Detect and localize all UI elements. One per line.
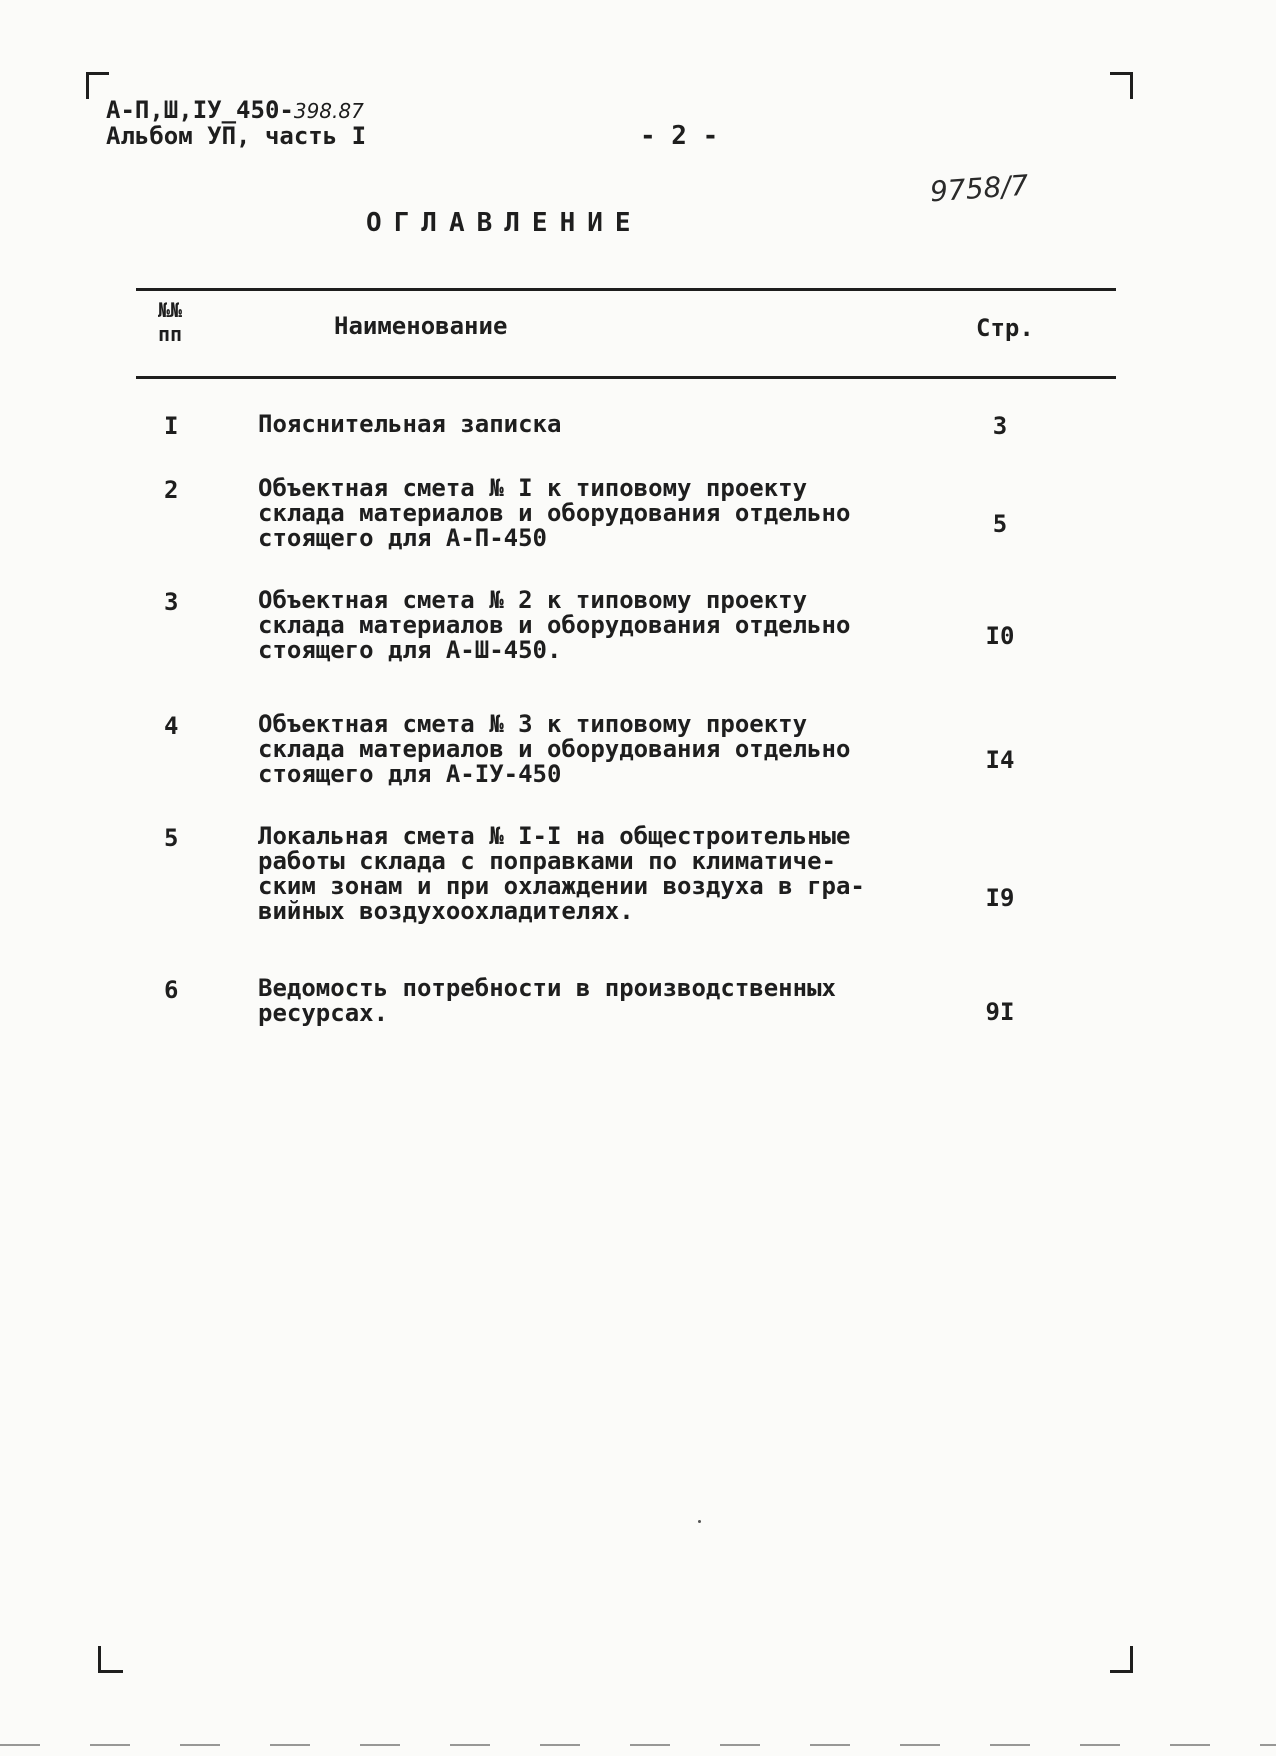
corner-mark-top-left	[86, 72, 109, 99]
corner-mark-top-right	[1110, 72, 1133, 99]
table-top-rule	[136, 288, 1116, 291]
corner-mark-bottom-left	[98, 1646, 123, 1673]
row-page: 5	[992, 510, 1008, 538]
table-header-rule	[136, 376, 1116, 379]
row-name: Объектная смета № I к типовому проекту склада материалов и оборудования отдельно стоящего для А-П-450	[258, 474, 851, 552]
row-number: 3	[164, 588, 179, 616]
page-number: - 2 -	[640, 121, 719, 151]
row-page: I0	[985, 622, 1015, 650]
row-page: 9I	[985, 998, 1015, 1026]
row-number: 6	[164, 976, 179, 1004]
row-name: Пояснительная записка	[258, 410, 562, 438]
row-page: I4	[985, 746, 1015, 774]
row-number: I	[164, 412, 179, 440]
scan-edge-marks	[0, 1744, 1276, 1746]
document-code	[106, 96, 364, 125]
album-part: Альбом УП, часть I	[106, 122, 367, 150]
scan-speck	[698, 1520, 701, 1523]
row-page: 3	[992, 412, 1008, 440]
row-name: Объектная смета № 3 к типовому проекту склада материалов и оборудования отдельно стоящего для А-IУ-450	[258, 710, 851, 788]
page-title: ОГЛАВЛЕНИЕ	[366, 208, 643, 238]
column-header-number: №№ пп	[157, 298, 183, 346]
row-number: 4	[164, 712, 179, 740]
corner-mark-bottom-right	[1110, 1646, 1133, 1673]
row-name: Ведомость потребности в производственных ресурсах.	[258, 974, 836, 1027]
inventory-number: 9758/7	[928, 168, 1030, 209]
column-header-page: Стр.	[976, 314, 1034, 342]
document-code-typed: А-П,Ш,IУ_450-	[106, 96, 294, 124]
document-code-handwritten: 398.87	[293, 99, 364, 123]
row-number: 5	[164, 824, 179, 852]
column-header-name: Наименование	[334, 312, 508, 340]
row-name: Объектная смета № 2 к типовому проекту склада материалов и оборудования отдельно стоящего для А-Ш-450.	[258, 586, 851, 664]
row-name: Локальная смета № I-I на общестроительные работы склада с поправками по климатиче- ским зонам и при охлаждении воздуха в гра- вийных воздухоохладителях.	[258, 822, 865, 925]
row-page: I9	[985, 884, 1015, 912]
row-number: 2	[164, 476, 179, 504]
